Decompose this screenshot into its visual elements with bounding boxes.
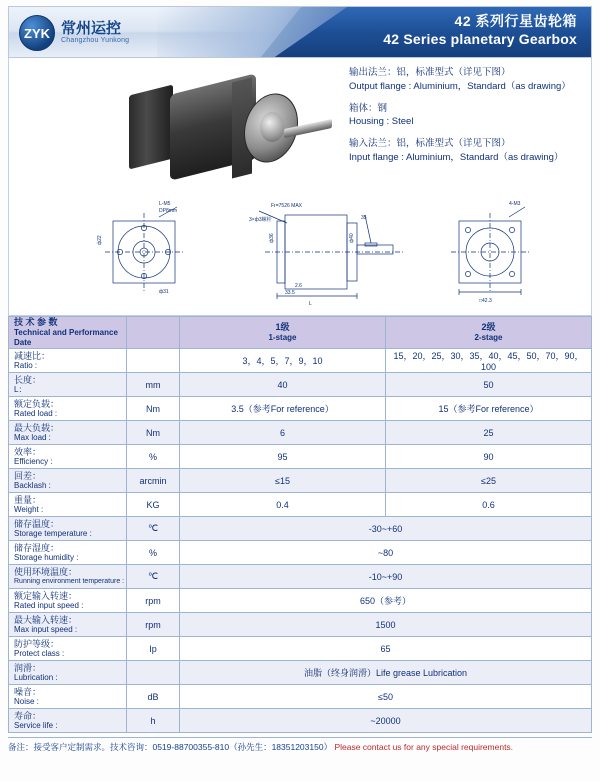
specification-table — [8, 316, 592, 733]
row-label: 寿命： Service life : — [9, 709, 127, 733]
row-unit: rpm — [127, 613, 180, 637]
row-value-merged: -10~+90 — [180, 565, 592, 589]
row-unit: arcmin — [127, 469, 180, 493]
drawing-label-35: 35 — [361, 215, 367, 221]
spec-input-flange — [349, 137, 571, 165]
row-value-stage1: 95 — [180, 445, 386, 469]
table-row — [9, 493, 592, 517]
drawing-label-2-6: 2.6 — [295, 283, 302, 289]
footer-note-en: Please contact us for any special requirements. — [334, 742, 514, 753]
table-row — [9, 589, 592, 613]
col-header-stage2-en: 2-stage — [474, 333, 503, 343]
spec-housing-en: Housing : Steel — [349, 116, 414, 128]
table-header-row — [9, 317, 592, 349]
spec-output-flange-cn: 输出法兰：铝，标准型式（详见下图） — [349, 67, 511, 78]
drawing-output-flange-view — [97, 201, 183, 295]
row-value-stage2: 15（参考For reference） — [386, 397, 592, 421]
page-title — [383, 13, 577, 48]
logo-mark-icon: ZYK — [19, 15, 55, 51]
row-value-merged: ~20000 — [180, 709, 592, 733]
row-unit: rpm — [127, 589, 180, 613]
row-value-stage2: 0.6 — [386, 493, 592, 517]
row-unit: Nm — [127, 397, 180, 421]
row-unit: Nm — [127, 421, 180, 445]
row-value-merged: -30~+60 — [180, 517, 592, 541]
row-value-stage2: 15，20，25，30，35，40，45，50，70，90，100 — [386, 349, 592, 373]
motor-hub — [260, 112, 284, 142]
table-row — [9, 517, 592, 541]
company-name-en: Changzhou Yunkong — [61, 37, 130, 45]
table-row — [9, 613, 592, 637]
col-header-stage2-cn: 2级 — [481, 322, 496, 332]
drawing-label-phi22: ф22 — [97, 235, 103, 245]
col-header-parameter-en: Technical and Performance Date — [14, 328, 118, 348]
drawing-label-33-5: 33.5 — [285, 290, 295, 296]
row-unit: Ip — [127, 637, 180, 661]
motor-rear-flange — [129, 85, 173, 170]
table-row — [9, 541, 592, 565]
table-row — [9, 565, 592, 589]
row-label: 储存温度： Storage temperature : — [9, 517, 127, 541]
row-value-stage1: 40 — [180, 373, 386, 397]
row-value-stage1: 3.5（参考For reference） — [180, 397, 386, 421]
specs-text-block — [349, 66, 571, 173]
drawing-label-phi36: ф36 — [269, 233, 275, 243]
col-header-parameter-cn: 技 术 参 数 — [14, 317, 58, 327]
row-label: 回差： Backlash : — [9, 469, 127, 493]
company-logo — [19, 15, 129, 51]
table-row — [9, 709, 592, 733]
drawing-label-l-m5: L-M5 — [159, 201, 171, 207]
spec-output-flange — [349, 66, 571, 94]
row-unit: % — [127, 445, 180, 469]
col-header-unit — [127, 317, 180, 349]
technical-drawings — [8, 193, 592, 316]
row-value-stage2: ≤25 — [386, 469, 592, 493]
row-value-stage1: 6 — [180, 421, 386, 445]
row-label: 噪音： Noise : — [9, 685, 127, 709]
row-label: 减速比： Ratio : — [9, 349, 127, 373]
drawings-svg — [9, 193, 593, 313]
row-label: 使用环境温度： Running environment temperature : — [9, 565, 127, 589]
row-unit: dB — [127, 685, 180, 709]
row-value-stage2: 25 — [386, 421, 592, 445]
company-name-cn: 常州运控 — [61, 19, 122, 37]
table-row — [9, 373, 592, 397]
gearbox-product-photo — [124, 68, 339, 186]
table-row — [9, 421, 592, 445]
row-label: 储存湿度： Storage humidity : — [9, 541, 127, 565]
row-value-stage1: 0.4 — [180, 493, 386, 517]
drawing-label-dp8: DP8mm — [159, 208, 178, 214]
row-unit: ℃ — [127, 565, 180, 589]
footer-note-cn: 备注：接受客户定制需求。技术咨询：0519-88700355-810（孙先生：18351203150） — [8, 742, 333, 753]
product-section — [8, 58, 592, 193]
row-value-merged: 65 — [180, 637, 592, 661]
drawing-label-3xm3: 3×ф3螺栓 — [249, 217, 272, 223]
table-row — [9, 469, 592, 493]
table-row — [9, 637, 592, 661]
row-value-merged: ~80 — [180, 541, 592, 565]
row-label: 重量： Weight : — [9, 493, 127, 517]
table-row — [9, 685, 592, 709]
table-row — [9, 661, 592, 685]
row-label: 额定负载： Rated load : — [9, 397, 127, 421]
drawing-label-4-m3: 4-M3 — [509, 201, 521, 207]
page-title-cn: 42 系列行星齿轮箱 — [454, 13, 577, 29]
row-unit — [127, 661, 180, 685]
page-header — [8, 6, 592, 58]
page-title-en: 42 Series planetary Gearbox — [383, 30, 577, 47]
row-label: 防护等级： Protect class : — [9, 637, 127, 661]
row-unit: mm — [127, 373, 180, 397]
row-value-merged: 油脂（终身润滑）Life grease Lubrication — [180, 661, 592, 685]
spec-housing-cn: 箱体：钢 — [349, 102, 388, 114]
row-value-stage1: 3，4，5，7，9，10 — [180, 349, 386, 373]
col-header-stage2 — [386, 317, 592, 349]
row-value-stage2: 50 — [386, 373, 592, 397]
drawing-label-phi40: ф40 — [349, 233, 355, 243]
col-header-stage1-cn: 1级 — [275, 322, 290, 332]
row-label: 额定输入转速： Rated input speed : — [9, 589, 127, 613]
footer-note — [8, 737, 592, 753]
col-header-stage1-en: 1-stage — [268, 333, 297, 343]
row-unit: h — [127, 709, 180, 733]
row-label: 润滑： Lubrication : — [9, 661, 127, 685]
row-unit: ℃ — [127, 517, 180, 541]
row-value-merged: ≤50 — [180, 685, 592, 709]
row-value-stage2: 90 — [386, 445, 592, 469]
row-unit — [127, 349, 180, 373]
row-value-merged: 650（参考） — [180, 589, 592, 613]
col-header-parameter — [9, 317, 127, 349]
drawing-label-phi31: ф31 — [159, 289, 169, 295]
row-label: 效率： Efficiency : — [9, 445, 127, 469]
spec-input-flange-en: Input flange : Aluminium，Standard（as drawing） — [349, 151, 564, 163]
row-label: 长度： L： — [9, 373, 127, 397]
spec-housing — [349, 102, 571, 130]
row-label: 最大负载： Max load : — [9, 421, 127, 445]
drawing-label-42-3: □42.3 — [479, 298, 492, 304]
row-value-stage1: ≤15 — [180, 469, 386, 493]
row-unit: KG — [127, 493, 180, 517]
spec-output-flange-en: Output flange : Aluminium，Standard（as drawing） — [349, 80, 571, 92]
drawing-side-section-view — [249, 203, 405, 307]
table-row — [9, 349, 592, 373]
spec-input-flange-cn: 输入法兰：铝，标准型式（详见下图） — [349, 138, 511, 150]
table-row — [9, 445, 592, 469]
drawing-input-flange-view — [451, 201, 529, 304]
row-label: 最大输入转速： Max input speed : — [9, 613, 127, 637]
row-value-merged: 1500 — [180, 613, 592, 637]
table-row — [9, 397, 592, 421]
drawing-label-fr: Fr=7526 MAX — [271, 203, 302, 209]
row-unit: % — [127, 541, 180, 565]
col-header-stage1 — [180, 317, 386, 349]
drawing-label-L: L — [309, 301, 312, 307]
